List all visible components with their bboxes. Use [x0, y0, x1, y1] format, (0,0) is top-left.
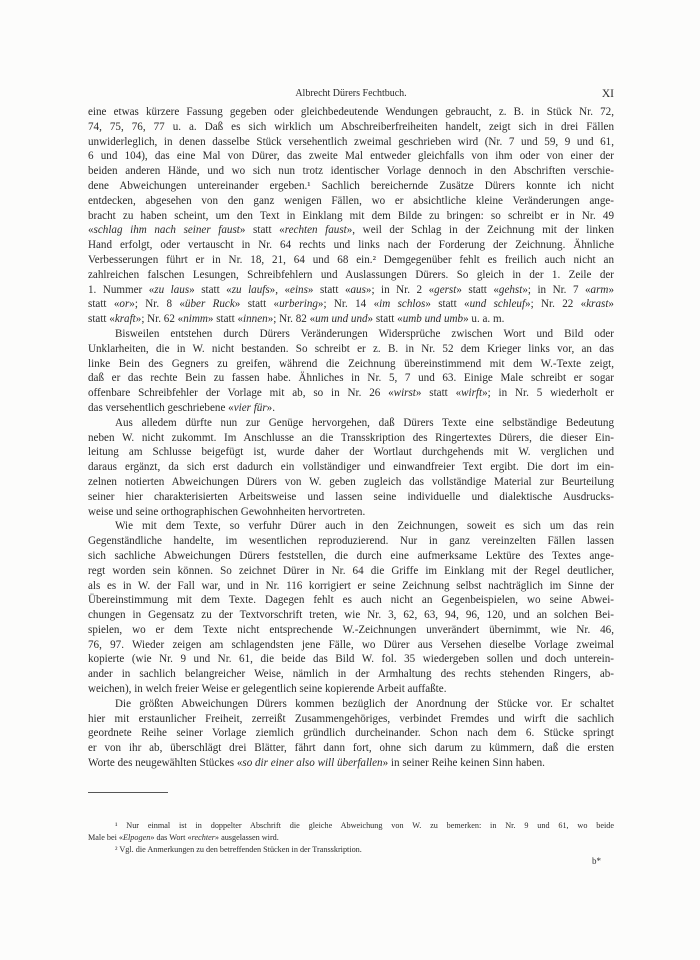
text-run: » — [608, 283, 614, 296]
italic-quote: kraft — [114, 313, 136, 326]
italic-quote: urbering — [279, 298, 318, 311]
running-title: Albrecht Dürers Fechtbuch. — [295, 88, 407, 99]
text-run: seiner hier charakterisierten Arbeitsweise und lassen seine individuelle und dialektische Ausdrucks- — [88, 490, 614, 503]
text-run: linke Bein des Gegners zu greifen, während die Zeichnung übereinstimmend mit dem W.-Texte zeigt, — [88, 357, 614, 370]
text-line — [88, 505, 614, 520]
text-run: Gegenständliche handelte, im wesentlichen reproduzierend. Nur in ganz vereinzelten Fällen lassen — [88, 535, 614, 548]
text-run: », « — [269, 283, 291, 296]
text-line — [88, 534, 614, 549]
text-line — [88, 120, 614, 135]
text-line — [88, 283, 614, 298]
text-run: 74, 75, 76, 77 u. a. Daß es sich wirklich um Abschreiberfreiheiten handelt, zeigt sich in drei Fällen — [88, 120, 614, 133]
text-run: » statt « — [189, 283, 232, 296]
text-run: ¹ Nur einmal ist in doppelter Abschrift die gleiche Abweichung von W. zu bemerken: in Nr. 9 und 61, wo beide — [115, 821, 614, 830]
text-run: Verbesserungen führt er in Nr. 18, 21, 64 und 68 ein.² Demgegenüber fehlt es freilich auch nicht an — [88, 253, 614, 266]
text-line — [88, 164, 614, 179]
text-line — [88, 697, 614, 712]
text-line — [88, 667, 614, 682]
italic-quote: im schlos — [379, 298, 426, 311]
italic-quote: eins — [290, 283, 308, 296]
text-line — [88, 652, 614, 667]
italic-quote: or — [119, 298, 130, 311]
text-run: » statt « — [207, 313, 244, 326]
text-run: Worte des neugewählten Stückes « — [88, 757, 243, 770]
text-line — [88, 445, 614, 460]
text-line — [88, 105, 614, 120]
text-line — [88, 238, 614, 253]
italic-quote: so dir einer also will überfallen — [242, 757, 383, 770]
text-line — [88, 682, 614, 697]
page-header — [88, 88, 614, 104]
text-line — [88, 312, 614, 327]
text-run: daß er das rechte Bein zu fassen habe. Ähnliches in Nr. 5, 7 und 63. Einige Male schreibt er sogar — [88, 372, 614, 385]
text-line — [88, 712, 614, 727]
text-run: Aus alledem dürfte nun zur Genüge hervorgehen, daß Dürers Texte eine selbständige Bedeutung — [115, 416, 614, 429]
text-line — [88, 726, 614, 741]
text-run: 6 und 104), das eine Mal von Dürer, das zweite Mal entweder gleichfalls von ihm oder von einer der — [88, 150, 614, 163]
text-line — [88, 209, 614, 224]
text-run: sich sachliche Abweichungen Dürers feststellen, die durch eine aufmerksame Lektüre des Textes ange- — [88, 549, 614, 562]
text-run: », weil der Schlag in der Zeichnung mit der linken — [346, 224, 614, 237]
text-run: »; Nr. 82 « — [267, 313, 316, 326]
text-line — [88, 327, 614, 342]
text-run: zahlreichen falschen Lesungen, Schreibfehlern und Auslassungen Dürers. So gleich in der 1. Zeile der — [88, 268, 614, 281]
text-run: chungen in Gegensatz zu der Textvorschrift treten, wie Nr. 3, 62, 63, 94, 96, 120, und an solchen Bei- — [88, 609, 614, 622]
text-run: » u. a. m. — [463, 313, 505, 326]
text-run: ander in sachlich belangreicher Weise, nämlich in der Armhaltung des rechts stehenden Ringers, ab- — [88, 668, 614, 681]
italic-quote: aus — [350, 283, 366, 296]
text-run: Hand erfolgt, oder vertauscht in Nr. 64 rechts und links nach der Forderung der Zeichnung. Ähnliche — [88, 239, 614, 252]
text-run: er von ihr ab, überschlägt drei Blätter, fährt dann fort, ohne sich darum zu kümmern, daß die ersten — [88, 742, 614, 755]
text-line — [88, 593, 614, 608]
text-run: Unklarheiten, die in W. nicht bestanden. So schreibt er z. B. in Nr. 52 dem Krieger links vor, an das — [88, 342, 614, 355]
italic-quote: arm — [590, 283, 609, 296]
text-line — [88, 416, 614, 431]
text-run: » das Wort « — [150, 833, 192, 842]
text-line — [88, 268, 614, 283]
italic-quote: nimm — [183, 313, 208, 326]
text-line — [88, 431, 614, 446]
text-run: »; in Nr. 2 « — [365, 283, 435, 296]
text-run: beiden anderen Hände, und wo sich nun trotz identischer Vorlage dennoch in den Abschriften verschie- — [88, 165, 614, 178]
text-run: entdecken, abgesehen von den ganz wenigen Fällen, wo er absichtliche kleine Veränderungen ange- — [88, 194, 614, 207]
italic-quote: gerst — [434, 283, 457, 296]
text-line — [88, 357, 614, 372]
italic-quote: gehst — [498, 283, 523, 296]
text-run: statt « — [88, 313, 115, 326]
text-run: geordnete Reihe seiner Vorlage ziemlich gründlich durcheinander. Schon nach dem 6. Stücke springt — [88, 727, 614, 740]
italic-quote: krast — [586, 298, 609, 311]
text-run: Bisweilen entstehen durch Dürers Veränderungen Widersprüche zwischen Wort und Bild oder — [115, 327, 614, 340]
italic-quote: über Ruck — [184, 298, 235, 311]
text-run: ² Vgl. die Anmerkungen zu den betreffenden Stücken in der Transskription. — [115, 845, 362, 854]
text-run: Wie mit dem Texte, so verfuhr Dürer auch in den Zeichnungen, soweit es sich um das rein — [115, 520, 614, 533]
italic-quote: um und und — [315, 313, 368, 326]
text-line — [88, 638, 614, 653]
italic-quote: und schleuf — [469, 298, 526, 311]
text-run: bracht zu haben scheint, um den Text in Einklang mit dem Bilde zu bringen: so schreibt er in Nr. 49 — [88, 209, 614, 222]
italic-quote: schlag ihm nach seiner faust — [93, 224, 240, 237]
italic-quote: wirft — [461, 387, 483, 400]
text-line — [88, 253, 614, 268]
text-run: dene Abweichungen untereinander ergeben.¹ Sachlich bereichernde Zusätze Dürers konnte ich nicht — [88, 179, 614, 192]
text-run: unwiderleglich, in denen dasselbe Stück versehentlich zweimal geschrieben wird (Nr. 7 und 59, 9 und 61, — [88, 135, 614, 148]
text-run: spielen, wo er dem Texte nicht entsprechende W.-Zeichnungen unverändert übernimmt, wie Nr. 46, — [88, 623, 614, 636]
text-line — [88, 756, 614, 771]
footnote-rule — [88, 792, 168, 793]
text-run: »; in Nr. 5 wiederholt er — [482, 387, 614, 400]
text-line — [88, 623, 614, 638]
footnotes — [88, 820, 614, 856]
text-line — [88, 549, 614, 564]
footnote-line — [88, 832, 614, 844]
italic-quote: rechten faust — [284, 224, 347, 237]
text-run: leitung am Schlusse beigefügt ist, wurde daher der Wortlaut durchgehends mit W. verglichen und — [88, 446, 614, 459]
body-text — [88, 105, 614, 771]
text-run: »; Nr. 22 « — [525, 298, 587, 311]
text-run: kopierte (wie Nr. 9 und Nr. 61, die beide das Bild W. fol. 35 wiedergeben sollen und doch unterein- — [88, 653, 614, 666]
page-number: XI — [601, 88, 614, 100]
text-run: » — [608, 298, 614, 311]
text-run: weichen), in welch freier Weise er gelegentlich seine kopierende Arbeit auffaßte. — [88, 683, 447, 696]
text-run: statt « — [88, 298, 120, 311]
text-run: » statt « — [307, 283, 351, 296]
text-run: neben W. nicht zukommt. Im Anschlusse an die Transskription des Ringertextes Dürers, die dieser Ein- — [88, 431, 614, 444]
italic-quote: zu laus — [154, 283, 190, 296]
italic-quote: wirst — [393, 387, 416, 400]
text-run: das versehentlich geschriebene « — [88, 401, 234, 414]
text-run: » statt « — [425, 298, 470, 311]
text-run: » statt « — [456, 283, 499, 296]
text-run: Übereinstimmung mit dem Texte. Dagegen fehlt es auch nicht an Gegenbeispielen, wo seine Abwei- — [88, 594, 614, 607]
text-run: 76, 97. Wieder zeigen am schlagendsten jene Fälle, wo Dürer aus Versehen dieselbe Vorlage zweimal — [88, 638, 614, 651]
italic-quote: innen — [243, 313, 268, 326]
footnote-line — [88, 844, 614, 856]
text-run: 1. Nummer « — [88, 283, 155, 296]
text-line — [88, 386, 614, 401]
text-run: »; Nr. 14 « — [317, 298, 380, 311]
text-line — [88, 194, 614, 209]
text-line — [88, 608, 614, 623]
text-run: » in seiner Reihe keinen Sinn haben. — [382, 757, 545, 770]
text-run: » ausgelassen wird. — [214, 833, 279, 842]
text-line — [88, 579, 614, 594]
text-run: » statt « — [367, 313, 403, 326]
text-run: weise und seine orthographischen Gewohnheiten hervortreten. — [88, 505, 366, 518]
text-line — [88, 297, 614, 312]
text-run: ». — [266, 401, 275, 414]
text-line — [88, 475, 614, 490]
text-run: « — [88, 224, 94, 237]
text-run: »; in Nr. 7 « — [522, 283, 591, 296]
text-run: » statt « — [234, 298, 280, 311]
text-line — [88, 223, 614, 238]
footnote-line — [88, 820, 614, 832]
text-run: » statt « — [415, 387, 462, 400]
text-run: daraus ergänzt, da sich erst dadurch ein vollständiger und einwandfreier Text ergibt. Die dort im ein- — [88, 461, 614, 474]
signature-mark: b* — [592, 856, 601, 866]
text-line — [88, 741, 614, 756]
text-line — [88, 519, 614, 534]
text-line — [88, 401, 614, 416]
text-run: »; Nr. 62 « — [135, 313, 184, 326]
text-line — [88, 179, 614, 194]
text-run: Male bei « — [88, 833, 124, 842]
text-run: zelnen notierten Abweichungen Dürers von W. geben zugleich das vollständige Material zur Beurteilung — [88, 475, 614, 488]
text-line — [88, 564, 614, 579]
text-line — [88, 149, 614, 164]
italic-quote: vier für — [233, 401, 267, 414]
text-run: als es in W. der Fall war, und in Nr. 116 korrigiert er seine Zeichnung selbst nachträglich im Sinne der — [88, 579, 614, 592]
text-run: Die größten Abweichungen Dürers kommen bezüglich der Anordnung der Stücke vor. Er schaltet — [115, 697, 614, 710]
text-run: regt worden sein können. So zeichnet Dürer in Nr. 64 die Griffe im Einklang mit der Regel deutlicher, — [88, 564, 614, 577]
text-line — [88, 342, 614, 357]
text-line — [88, 371, 614, 386]
text-run: offenbare Schreibfehler der Vorlage mit ab, so in Nr. 26 « — [88, 387, 394, 400]
text-run: » statt « — [239, 224, 285, 237]
italic-quote: Elpogen — [123, 833, 151, 842]
text-run: hier mit erstaunlicher Freiheit, zerreißt Zusammengehöriges, verbindet Fremdes und wirft die sachlich — [88, 712, 614, 725]
italic-quote: rechter — [191, 833, 215, 842]
italic-quote: zu laufs — [231, 283, 270, 296]
text-line — [88, 460, 614, 475]
text-line — [88, 135, 614, 150]
text-run: eine etwas kürzere Fassung gegeben oder gleichbedeutende Wendungen gebraucht, z. B. in Stück Nr. 72, — [88, 106, 614, 118]
text-line — [88, 490, 614, 505]
text-run: »; Nr. 8 « — [129, 298, 185, 311]
italic-quote: umb und umb — [402, 313, 464, 326]
